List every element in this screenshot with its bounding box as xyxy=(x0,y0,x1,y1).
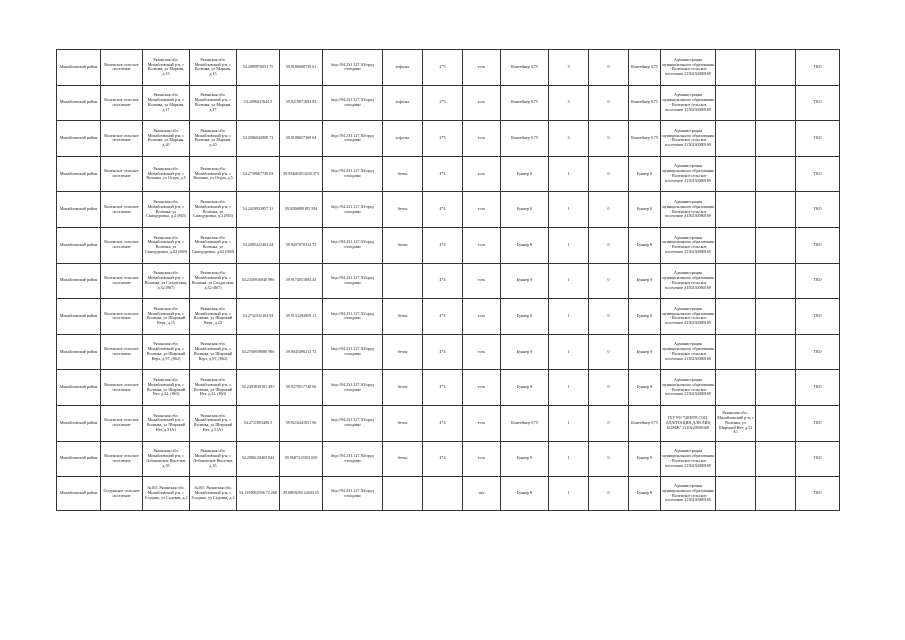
cell-lat: 54.2086043908 73 xyxy=(237,121,280,157)
table-row xyxy=(57,121,840,157)
cell-count: 1 xyxy=(549,192,589,228)
cell-volume: Бункер 8 xyxy=(629,263,661,299)
cell-surface: бетон xyxy=(383,370,423,406)
cell-link: http://94.231.127.30/ород отходами xyxy=(323,121,383,157)
cell-fence: есть xyxy=(463,50,501,86)
cell-surface: асфальт xyxy=(383,121,423,157)
cell-legal xyxy=(716,370,756,406)
cell-settlement: Воленское сельское поселение xyxy=(101,192,143,228)
cell-zero: 0 xyxy=(589,227,629,263)
cell-lon: 39.9219871894 83 xyxy=(280,85,323,121)
cell-district: Михайловский район xyxy=(57,405,101,441)
cell-surface: бетон xyxy=(383,405,423,441)
cell-settlement: Воленское сельское поселение xyxy=(101,121,143,157)
cell-count: 1 xyxy=(549,334,589,370)
cell-address-a: Рязанская обл. Михайловский р-н, с Воленка, ул Самодуровка, д.62 (869) xyxy=(143,227,190,263)
cell-surface: асфальт xyxy=(383,85,423,121)
cell-owner: Администрация муниципального образования - Воленское сельское поселение 2150230080169 xyxy=(661,121,716,157)
cell-link: http://94.231.127.30/ород отходами xyxy=(323,370,383,406)
cell-legal-addr xyxy=(756,121,796,157)
cell-zero: 0 xyxy=(589,263,629,299)
cell-settlement: Воленское сельское поселение xyxy=(101,50,143,86)
cell-address-b: Рязанская обл. Михайловский р-н, с Воленка, ул Самодуровка, д.2 (865) xyxy=(190,192,237,228)
cell-legal xyxy=(716,192,756,228)
cell-link: http://94.231.127.30/ород отходами xyxy=(323,192,383,228)
cell-legal xyxy=(716,263,756,299)
cell-legal-addr xyxy=(756,477,796,511)
cell-address-a: Рязанская обл. Михайловский р-н, с Воленка, ул Широкий Верх, д.97, (862) xyxy=(143,334,190,370)
table-row xyxy=(57,477,840,511)
cell-zero: 0 xyxy=(589,156,629,192)
cell-link: http://94.231.127.30/ород отходами xyxy=(323,477,383,511)
cell-zero: 0 xyxy=(589,85,629,121)
cell-owner: ГБУ РО "ЦЕНТР СОЦ. АДАПТАЦИИ ДЛЯ ЛИЦ БОМЖ" 2120220006368 xyxy=(661,405,716,441)
cell-surface: бетон xyxy=(383,441,423,477)
cell-legal xyxy=(716,227,756,263)
cell-fence: есть xyxy=(463,370,501,406)
cell-district: Михайловский район xyxy=(57,263,101,299)
cell-address-b: Рязанская обл. Михайловский р-н, с Воленка, ул Широкий Верх, д.15 xyxy=(190,299,237,335)
cell-surface xyxy=(383,477,423,511)
cell-lon: 39.9174051804 45 xyxy=(280,263,323,299)
cell-lat: 54.2986128403 944 xyxy=(237,441,280,477)
cell-fence: есть xyxy=(463,156,501,192)
cell-count: 1 xyxy=(549,370,589,406)
cell-lon: 39.9286889185 594 xyxy=(280,192,323,228)
cell-container: Бункер 8 xyxy=(501,334,549,370)
cell-count: 1 xyxy=(549,405,589,441)
cell-settlement: Воленское сельское поселение xyxy=(101,441,143,477)
cell-legal-addr xyxy=(756,85,796,121)
cell-link: http://94.231.127.30/ород отходами xyxy=(323,263,383,299)
cell-volume: Бункер 8 xyxy=(629,441,661,477)
cell-area: 2*5 xyxy=(423,121,463,157)
cell-fence: нет xyxy=(463,477,501,511)
cell-fence: есть xyxy=(463,85,501,121)
cell-owner: Администрация муниципального образования - Воленское сельское поселение 2150230080169 xyxy=(661,192,716,228)
cell-address-b: Рязанская обл. Михайловский р-н, с Воленка, ул Самодуровка, д.62 (869) xyxy=(190,227,237,263)
cell-kind: ТКО xyxy=(796,299,840,335)
cell-legal xyxy=(716,441,756,477)
cell-lon: 39.9687315503 650 xyxy=(280,441,323,477)
cell-kind: ТКО xyxy=(796,85,840,121)
cell-address-b: Рязанская обл. Михайловский р-н, с Воленка, ул Широкий Нет, д.22, (863) xyxy=(190,370,237,406)
cell-kind: ТКО xyxy=(796,370,840,406)
cell-lon: 39.9346638 0230 373 xyxy=(280,156,323,192)
cell-district: Михайловский район xyxy=(57,156,101,192)
table-row xyxy=(57,192,840,228)
cell-address-b: Рязанская обл. Михайловский р-н, с Лобановские Выселки, д.35 xyxy=(190,441,237,477)
cell-container: Контейнер 0.75 xyxy=(501,121,549,157)
cell-area: 2*5 xyxy=(423,85,463,121)
cell-kind: ТКО xyxy=(796,227,840,263)
cell-volume: Контейнер 0.75 xyxy=(629,405,661,441)
cell-legal xyxy=(716,334,756,370)
cell-count: 1 xyxy=(549,477,589,511)
cell-lat: 54.2760939680 986 xyxy=(237,334,280,370)
table-row xyxy=(57,85,840,121)
cell-zero: 0 xyxy=(589,405,629,441)
cell-owner: Администрация муниципального образования - Воленское сельское поселение 2150230080169 xyxy=(661,441,716,477)
cell-legal xyxy=(716,156,756,192)
cell-address-a: Рязанская обл. Михайловский р-н, с Воленка, ул Марьин, д.15 xyxy=(143,50,190,86)
cell-address-b: Рязанская обл. Михайловский р-н, с Воленка, ул Марьин, д.17 xyxy=(190,85,237,121)
cell-volume: Контейнер 0.75 xyxy=(629,85,661,121)
cell-link: http://94.231.127.30/ород отходами xyxy=(323,156,383,192)
cell-lat: 54.2356916840 986 xyxy=(237,263,280,299)
cell-link: http://94.231.127.30/ород отходами xyxy=(323,85,383,121)
cell-area: 2*5 xyxy=(423,50,463,86)
cell-district: Михайловский район xyxy=(57,85,101,121)
cell-legal-addr xyxy=(756,227,796,263)
cell-address-a: Рязанская обл. Михайловский р-н, с Лобановские Выселки, д.35 xyxy=(143,441,190,477)
cell-settlement: Воленское сельское поселение xyxy=(101,405,143,441)
cell-lon: 39.6803038 22603 25 xyxy=(280,477,323,511)
cell-container: Контейнер 0.75 xyxy=(501,50,549,86)
cell-settlement: Воленское сельское поселение xyxy=(101,370,143,406)
cell-legal xyxy=(716,85,756,121)
cell-surface xyxy=(383,263,423,299)
cell-link: http://94.231.127.30/ород отходами xyxy=(323,334,383,370)
cell-district: Михайловский район xyxy=(57,334,101,370)
cell-container: Бункер 8 xyxy=(501,156,549,192)
cell-container: Контейнер 0.75 xyxy=(501,85,549,121)
cell-legal-addr xyxy=(756,441,796,477)
cell-kind: ТКО xyxy=(796,334,840,370)
cell-surface: бетон xyxy=(383,192,423,228)
cell-legal-addr xyxy=(756,370,796,406)
cell-lat: 54.2732532164 92 xyxy=(237,299,280,335)
table-row xyxy=(57,227,840,263)
table-row xyxy=(57,405,840,441)
cell-owner: Администрация муниципального образования - Воленское сельское поселение 2150230080169 xyxy=(661,263,716,299)
cell-settlement: Воленское сельское поселение xyxy=(101,299,143,335)
cell-kind: ТКО xyxy=(796,156,840,192)
cell-surface: бетон xyxy=(383,227,423,263)
cell-legal-addr xyxy=(756,50,796,86)
cell-zero: 0 xyxy=(589,441,629,477)
cell-district: Михайловский район xyxy=(57,441,101,477)
table-row xyxy=(57,370,840,406)
cell-container: Бункер 8 xyxy=(501,299,549,335)
cell-owner: Администрация муниципального образования - Воленское сельское поселение 2150230080169 xyxy=(661,156,716,192)
cell-fence: есть xyxy=(463,405,501,441)
table-row xyxy=(57,263,840,299)
cell-count: 1 xyxy=(549,299,589,335)
cell-settlement: Воленское сельское поселение xyxy=(101,334,143,370)
cell-container: Контейнер 0.75 xyxy=(501,405,549,441)
cell-lat: 54.2493838181 493 xyxy=(237,370,280,406)
cell-count: 3 xyxy=(549,50,589,86)
cell-zero: 0 xyxy=(589,192,629,228)
cell-kind: ТКО xyxy=(796,50,840,86)
cell-surface: бетон xyxy=(383,156,423,192)
cell-count: 1 xyxy=(549,156,589,192)
cell-count: 1 xyxy=(549,441,589,477)
cell-address-a: Рязанская обл. Михайловский р-н, с Воленка, ул Солдатская, д.32 (867) xyxy=(143,263,190,299)
cell-address-b: №165. Рязанская обл. Михайловский р-н, с Голдино, ул Садовая, д.2 xyxy=(190,477,237,511)
cell-container: Бункер 8 xyxy=(501,263,549,299)
cell-kind: ТКО xyxy=(796,263,840,299)
table-row xyxy=(57,299,840,335)
cell-area: 4*4 xyxy=(423,192,463,228)
waste-sites-table xyxy=(56,49,840,511)
cell-fence: есть xyxy=(463,192,501,228)
cell-lon: 39.9186668739 61 xyxy=(280,50,323,86)
cell-address-b: Рязанская обл. Михайловский р-н, с Воленка, ул Огурь, д.5 xyxy=(190,156,237,192)
cell-volume: Бункер 8 xyxy=(629,156,661,192)
cell-zero: 0 xyxy=(589,370,629,406)
cell-address-b: Рязанская обл. Михайловский р-н, с Воленка, ул Широкий Нет, д.51А1 xyxy=(190,405,237,441)
cell-count: 1 xyxy=(549,263,589,299)
cell-link: http://94.231.127.30/ород отходами xyxy=(323,405,383,441)
cell-address-b: Рязанская обл. Михайловский р-н, с Воленка, ул Марьин, д.20 xyxy=(190,121,237,157)
cell-link: http://94.231.127.30/ород отходами xyxy=(323,50,383,86)
cell-area: 4*4 xyxy=(423,263,463,299)
cell-legal xyxy=(716,477,756,511)
cell-container: Бункер 8 xyxy=(501,477,549,511)
cell-district: Михайловский район xyxy=(57,227,101,263)
cell-count: 3 xyxy=(549,121,589,157)
cell-area: 4*4 xyxy=(423,299,463,335)
cell-surface: бетон xyxy=(383,334,423,370)
cell-surface: бетон xyxy=(383,299,423,335)
cell-area: 4*4 xyxy=(423,334,463,370)
cell-lon: 39.9279917748 66 xyxy=(280,370,323,406)
cell-container: Бункер 8 xyxy=(501,441,549,477)
cell-owner: Администрация муниципального образования - Воленское сельское поселение 2150230080169 xyxy=(661,334,716,370)
cell-zero: 0 xyxy=(589,50,629,86)
cell-lat: 54.1359062596 72 260 xyxy=(237,477,280,511)
cell-district: Михайловский район xyxy=(57,121,101,157)
cell-owner: Администрация муниципального образования - Воленское сельское поселение 2150230080169 xyxy=(661,227,716,263)
data-sheet xyxy=(56,49,839,511)
cell-legal xyxy=(716,299,756,335)
cell-zero: 0 xyxy=(589,477,629,511)
cell-legal xyxy=(716,121,756,157)
cell-owner: Администрация муниципального образования - Воленское сельское поселение 2150230080169 xyxy=(661,477,716,511)
cell-fence: есть xyxy=(463,299,501,335)
cell-address-a: Рязанская обл. Михайловский р-н, с Воленка, ул Широкий Верх, д.15 xyxy=(143,299,190,335)
cell-volume: Бункер 8 xyxy=(629,477,661,511)
cell-area: 4*4 xyxy=(423,370,463,406)
cell-district: Михайловский район xyxy=(57,192,101,228)
cell-settlement: Воленское сельское поселение xyxy=(101,263,143,299)
cell-legal-addr xyxy=(756,334,796,370)
cell-settlement: Голдинское сельское поселение xyxy=(101,477,143,511)
cell-address-a: Рязанская обл. Михайловский р-н, с Воленка, ул Широкий Нет, д.51А1 xyxy=(143,405,190,441)
cell-link: http://94.231.127.30/ород отходами xyxy=(323,299,383,335)
cell-legal-addr xyxy=(756,192,796,228)
cell-settlement: Воленское сельское поселение xyxy=(101,227,143,263)
cell-address-a: №165. Рязанская обл. Михайловский р-н, с Голдино, ул Садовая, д.2 xyxy=(143,477,190,511)
cell-fence: есть xyxy=(463,121,501,157)
cell-owner: Администрация муниципального образования - Воленское сельское поселение 2150230080169 xyxy=(661,299,716,335)
table-row xyxy=(57,334,840,370)
cell-zero: 0 xyxy=(589,299,629,335)
table-row xyxy=(57,156,840,192)
cell-fence: есть xyxy=(463,263,501,299)
cell-address-a: Рязанская обл. Михайловский р-н, с Воленка, ул Широкий Нет, д.22, (863) xyxy=(143,370,190,406)
cell-lon: 39.9216441051 96 xyxy=(280,405,323,441)
cell-container: Бункер 8 xyxy=(501,370,549,406)
cell-lon: 39.9045496213 72 xyxy=(280,334,323,370)
cell-area: 4*4 xyxy=(423,156,463,192)
cell-owner: Администрация муниципального образования - Воленское сельское поселение 2150230080169 xyxy=(661,85,716,121)
table-row xyxy=(57,50,840,86)
cell-kind: ТКО xyxy=(796,405,840,441)
cell-volume: Бункер 8 xyxy=(629,334,661,370)
cell-district: Михайловский район xyxy=(57,50,101,86)
cell-district: Михайловский район xyxy=(57,370,101,406)
cell-lat: 54.2739667730 03 xyxy=(237,156,280,192)
cell-legal-addr xyxy=(756,405,796,441)
table-row xyxy=(57,441,840,477)
cell-area: 4*4 xyxy=(423,441,463,477)
cell-lat: 54.2418923957 31 xyxy=(237,192,280,228)
cell-zero: 0 xyxy=(589,121,629,157)
cell-area: 4*4 xyxy=(423,227,463,263)
cell-container: Бункер 8 xyxy=(501,227,549,263)
cell-fence: есть xyxy=(463,441,501,477)
cell-kind: ТКО xyxy=(796,121,840,157)
cell-legal-addr xyxy=(756,299,796,335)
cell-legal: Рязанская обл., Михайловский р-н, с Воленка, ул Широкий Нет, д.51 А1 xyxy=(716,405,756,441)
cell-volume: Бункер 8 xyxy=(629,370,661,406)
cell-settlement: Воленское сельское поселение xyxy=(101,85,143,121)
cell-address-a: Рязанская обл. Михайловский р-н, с Воленка, ул Огурь, д.5 xyxy=(143,156,190,192)
cell-volume: Контейнер 0.75 xyxy=(629,121,661,157)
cell-container: Бункер 8 xyxy=(501,192,549,228)
cell-lat: 54.2711803406 5 xyxy=(237,405,280,441)
cell-volume: Бункер 8 xyxy=(629,227,661,263)
cell-kind: ТКО xyxy=(796,192,840,228)
cell-address-a: Рязанская обл. Михайловский р-н, с Воленка, ул Марьин, д.20 xyxy=(143,121,190,157)
cell-address-b: Рязанская обл. Михайловский р-н, с Воленка, ул Марьин, д.15 xyxy=(190,50,237,86)
cell-count: 3 xyxy=(549,85,589,121)
cell-legal xyxy=(716,50,756,86)
cell-address-a: Рязанская обл. Михайловский р-н, с Воленка, ул Марьин, д.17 xyxy=(143,85,190,121)
cell-district: Михайловский район xyxy=(57,299,101,335)
cell-owner: Администрация муниципального образования - Воленское сельское поселение 2150230080169 xyxy=(661,370,716,406)
cell-area: 4*4 xyxy=(423,405,463,441)
cell-lon: 39.9207870312 73 xyxy=(280,227,323,263)
cell-link: http://94.231.127.30/ород отходами xyxy=(323,441,383,477)
cell-address-b: Рязанская обл. Михайловский р-н, с Воленка, ул Солдатская, д.32 (867) xyxy=(190,263,237,299)
cell-link: http://94.231.127.30/ород отходами xyxy=(323,227,383,263)
cell-kind: ТКО xyxy=(796,441,840,477)
cell-surface: асфальт xyxy=(383,50,423,86)
cell-address-a: Рязанская обл. Михайловский р-н, с Воленка, ул Самодуровка, д.2 (865) xyxy=(143,192,190,228)
cell-lat: 54.2096637644 3 xyxy=(237,85,280,121)
cell-lat: 54.2085221463 44 xyxy=(237,227,280,263)
cell-lon: 39.9131294909 11 xyxy=(280,299,323,335)
cell-legal-addr xyxy=(756,263,796,299)
cell-zero: 0 xyxy=(589,334,629,370)
cell-volume: Бункер 8 xyxy=(629,299,661,335)
cell-lon: 39.9188657369 64 xyxy=(280,121,323,157)
cell-area xyxy=(423,477,463,511)
cell-kind: ТКО xyxy=(796,477,840,511)
cell-legal-addr xyxy=(756,156,796,192)
cell-address-b: Рязанская обл. Михайловский р-н, с Воленка, ул Широкий Верх, д.97, (862) xyxy=(190,334,237,370)
cell-lat: 54.2089976051 75 xyxy=(237,50,280,86)
cell-district: Михайловский район xyxy=(57,477,101,511)
cell-volume: Контейнер 0.75 xyxy=(629,50,661,86)
cell-count: 1 xyxy=(549,227,589,263)
cell-volume: Бункер 8 xyxy=(629,192,661,228)
cell-settlement: Воленское сельское поселение xyxy=(101,156,143,192)
cell-fence: есть xyxy=(463,227,501,263)
cell-fence: есть xyxy=(463,334,501,370)
cell-owner: Администрация муниципального образования - Воленское сельское поселение 2150230080169 xyxy=(661,50,716,86)
